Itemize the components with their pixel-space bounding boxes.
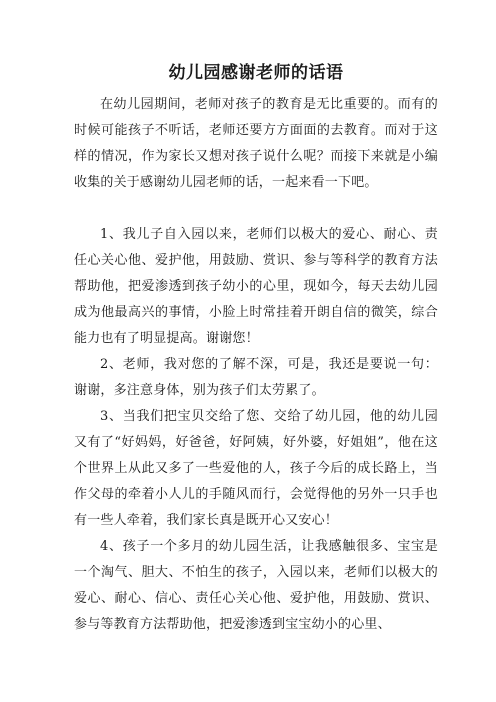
document-page (74, 58, 438, 638)
list-item-4: 4、孩子一个多月的幼儿园生活，让我感触很多、宝宝是一个淘气、胆大、不怕生的孩子，入园以来，老师们以极大的爱心、耐心、信心、责任心关心他、爱护他，用鼓励、赏识、参与等教育方法帮助他，把爱渗透到宝宝幼小的心里、 (74, 539, 438, 632)
intro-paragraph: 在幼儿园期间，老师对孩子的教育是无比重要的。而有的时候可能孩子不听话，老师还要方方面面的去教育。而对于这样的情况，作为家长又想对孩子说什么呢？而接下来就是小编收集的关于感谢幼儿园老师的话，一起来看一下吧。 (74, 97, 438, 190)
document-title: 幼儿园感谢老师的话语 (168, 63, 344, 83)
list-item-3: 3、当我们把宝贝交给了您、交给了幼儿园，他的幼儿园又有了“好妈妈，好爸爸，好阿姨，好外婆，好姐姐”，他在这个世界上从此又多了一些爱他的人，孩子今后的成长路上，当作父母的牵着小人儿的手随风而行，会觉得他的另外一只手也有一些人牵着，我们家长真是既开心又安心！ (74, 409, 438, 528)
list-item-1: 1、我儿子自入园以来，老师们以极大的爱心、耐心、责任心关心他、爱护他，用鼓励、赏识、参与等科学的教育方法帮助他，把爱渗透到孩子幼小的心里，现如今，每天去幼儿园成为他最高兴的事情，小脸上时常挂着开朗自信的微笑，综合能力也有了明显提高。谢谢您！ (74, 227, 438, 346)
paragraph-spacer (74, 196, 438, 222)
list-item-2: 2、老师，我对您的了解不深，可是，我还是要说一句：谢谢，多注意身体，别为孩子们太劳累了。 (74, 357, 438, 398)
